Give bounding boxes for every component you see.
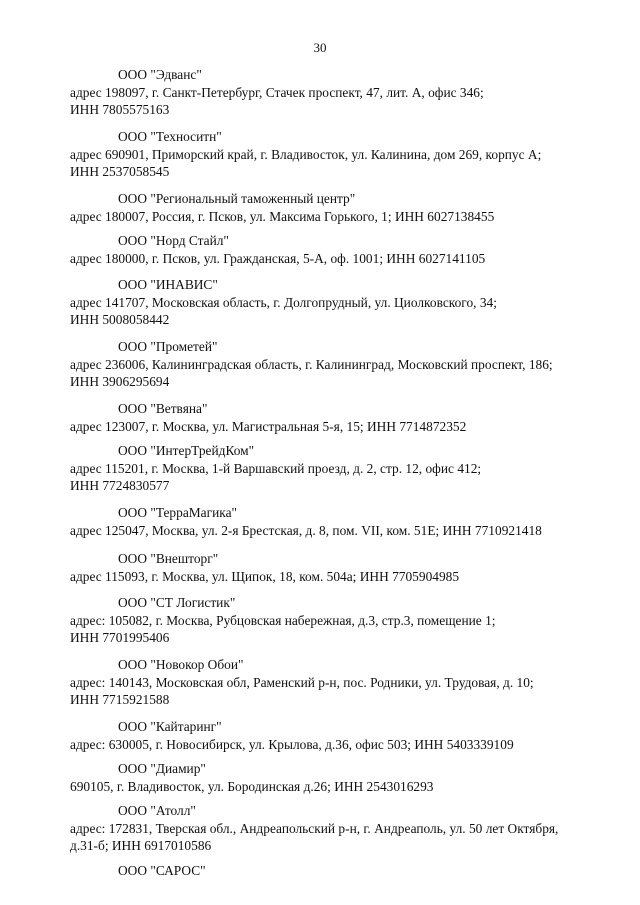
company-address: адрес 236006, Калининградская область, г. Калининград, Московский проспект, 186; ИНН 3906295694 [70,356,553,389]
company-address: адрес 123007, г. Москва, ул. Магистральная 5-я, 15; ИНН 7714872352 [70,418,467,434]
company-address: адрес: 140143, Московская обл, Раменский р-н, пос. Родники, ул. Трудовая, д. 10; ИНН 7715921588 [70,674,534,707]
company-entry [70,504,594,539]
company-name: ООО "Диамир" [118,761,206,776]
company-name: ООО "Эдванс" [118,67,202,82]
company-entry [70,442,594,495]
company-name: ООО "Новокор Обои" [118,657,244,672]
company-name: ООО "ИнтерТрейдКом" [118,443,255,458]
company-entry [70,718,594,753]
company-entry [70,338,594,391]
company-entry [70,656,594,709]
company-name: ООО "САРОС" [118,863,206,878]
company-entry [70,66,594,119]
company-address: адрес 141707, Московская область, г. Долгопрудный, ул. Циолковского, 34; ИНН 5008058442 [70,294,497,327]
company-entry [70,128,594,181]
company-address: 690105, г. Владивосток, ул. Бородинская д.26; ИНН 2543016293 [70,778,434,794]
company-address: адрес 125047, Москва, ул. 2-я Брестская, д. 8, пом. VII, ком. 51Е; ИНН 7710921418 [70,522,542,538]
company-name: ООО "Норд Стайл" [118,233,229,248]
company-entry [70,232,594,267]
company-name: ООО "Прометей" [118,339,218,354]
company-address: адрес 180007, Россия, г. Псков, ул. Максима Горького, 1; ИНН 6027138455 [70,208,495,224]
company-entry [70,802,594,855]
company-name: ООО "ТерраМагика" [118,505,237,520]
company-address: адрес: 630005, г. Новосибирск, ул. Крылова, д.36, офис 503; ИНН 5403339109 [70,736,514,752]
company-entry [70,760,594,795]
company-address: адрес: 105082, г. Москва, Рубцовская набережная, д.3, стр.3, помещение 1; ИНН 7701995406 [70,612,496,645]
page-number: 30 [313,40,327,55]
company-name: ООО "Кайтаринг" [118,719,222,734]
company-address: адрес: 172831, Тверская обл., Андреапольский р-н, г. Андреаполь, ул. 50 лет Октября, д.31-б; ИНН 6917010586 [70,820,559,853]
company-name: ООО "Атолл" [118,803,196,818]
company-name: ООО "Техноситн" [118,129,222,144]
company-address: адрес 198097, г. Санкт-Петербург, Стачек проспект, 47, лит. А, офис 346; ИНН 7805575163 [70,84,484,117]
company-entry [70,400,594,435]
company-name: ООО "Внешторг" [118,551,219,566]
company-address: адрес 180000, г. Псков, ул. Гражданская, 5-А, оф. 1001; ИНН 6027141105 [70,250,486,266]
company-entry [70,594,594,647]
company-name: ООО "ИНАВИС" [118,277,218,292]
company-entry [70,276,594,329]
company-address: адрес 690901, Приморский край, г. Владивосток, ул. Калинина, дом 269, корпус А; ИНН 2537058545 [70,146,542,179]
company-entry [70,550,594,585]
company-entry [70,190,594,225]
company-name: ООО "Ветвяна" [118,401,208,416]
company-entry [70,862,594,880]
company-name: ООО "СТ Логистик" [118,595,236,610]
company-address: адрес 115201, г. Москва, 1-й Варшавский проезд, д. 2, стр. 12, офис 412; ИНН 7724830577 [70,460,482,493]
company-address: адрес 115093, г. Москва, ул. Щипок, 18, ком. 504а; ИНН 7705904985 [70,568,460,584]
company-name: ООО "Региональный таможенный центр" [118,191,356,206]
